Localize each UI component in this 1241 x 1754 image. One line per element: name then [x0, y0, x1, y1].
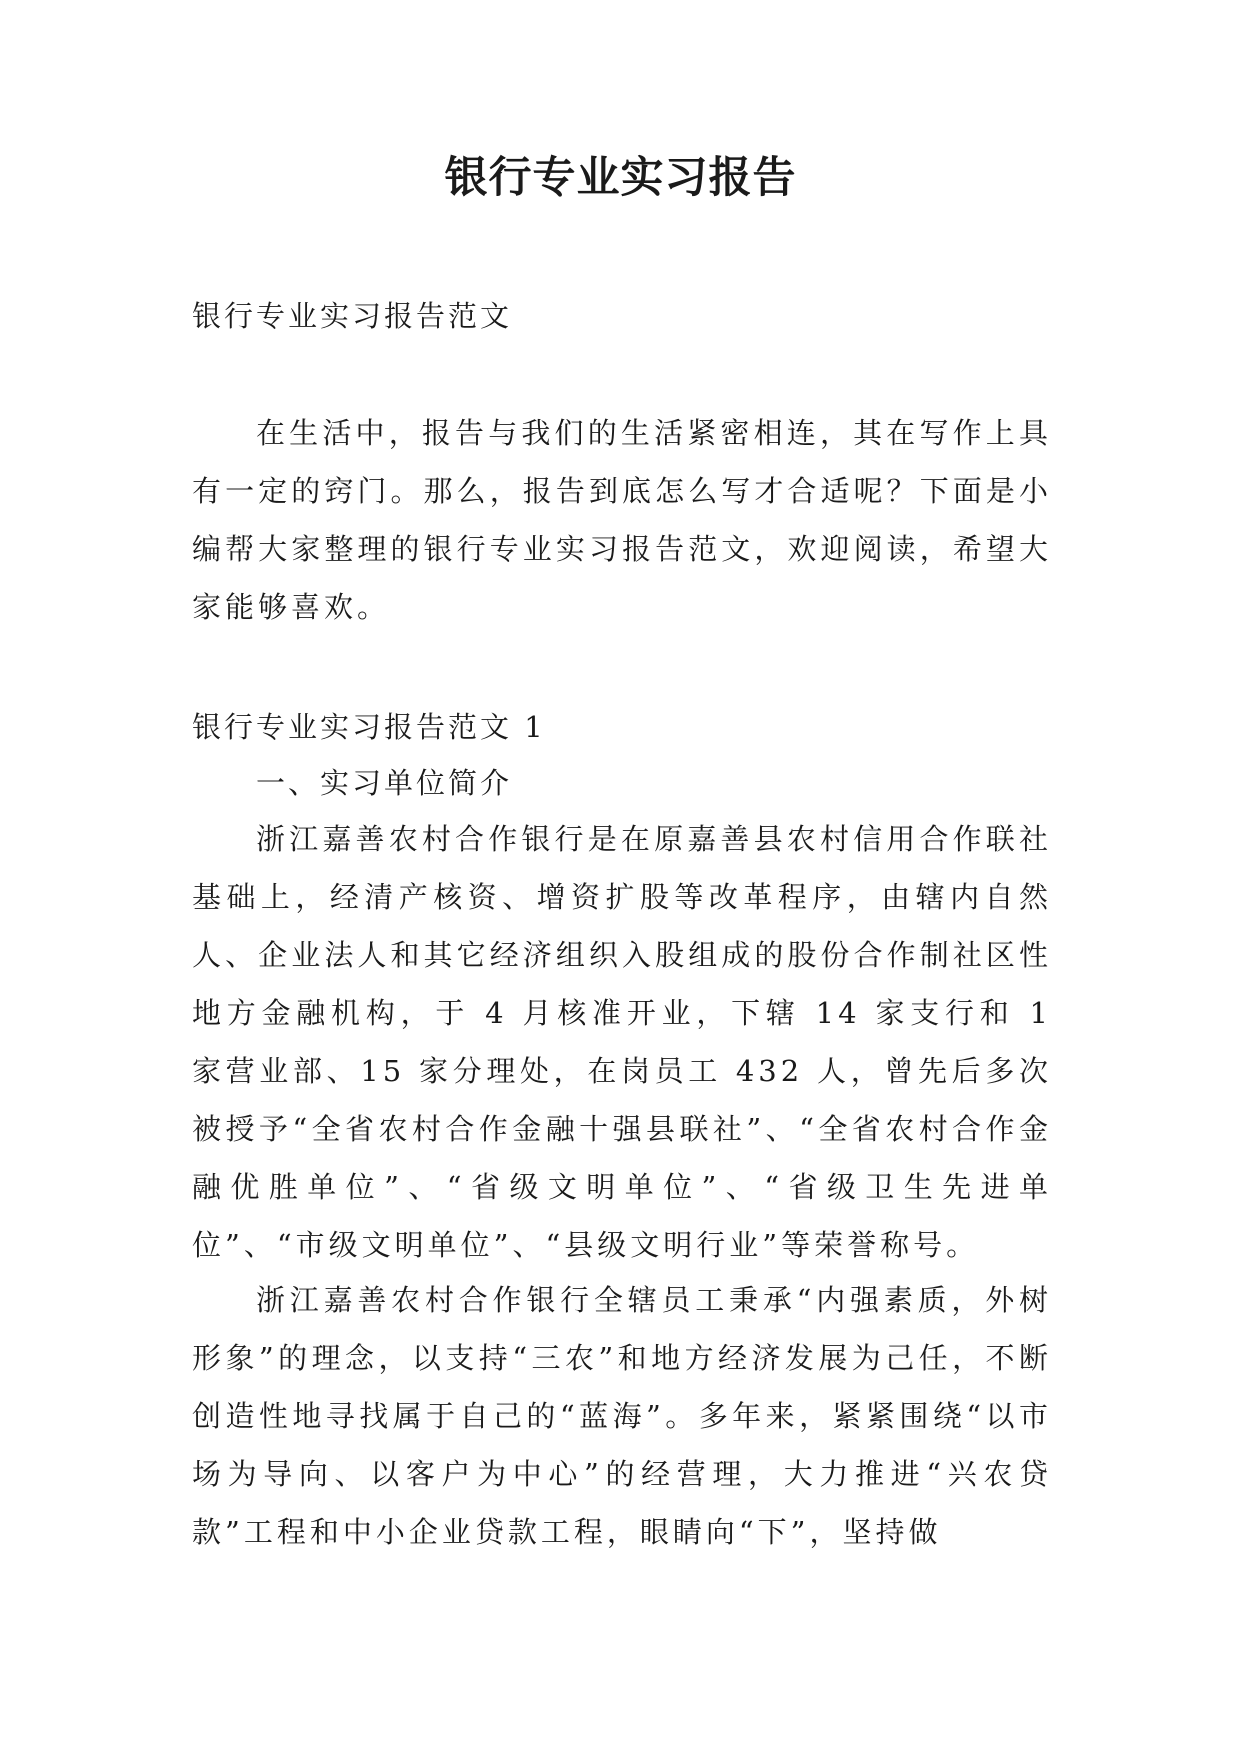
- body-paragraph: 浙江嘉善农村合作银行是在原嘉善县农村信用合作联社基础上，经清产核资、增资扩股等改革程序，由辖内自然人、企业法人和其它经济组织入股组成的股份合作制社区性地方金融机构，于 4 月核准开业，下辖 14 家支行和 1 家营业部、15 家分理处，在岗员工 432 人，曾先后多次被授予“全省农村合作金融十强县联社”、“全省农村合作金融优胜单位”、“省级文明单位”、“省级卫生先进单位”、“市级文明单位”、“县级文明行业”等荣誉称号。: [192, 822, 1052, 1262]
- intro-paragraph: 在生活中，报告与我们的生活紧密相连，其在写作上具有一定的窍门。那么，报告到底怎么写才合适呢？下面是小编帮大家整理的银行专业实习报告范文，欢迎阅读，希望大家能够喜欢。: [192, 416, 1052, 624]
- section-heading: 银行专业实习报告范文 1: [192, 710, 546, 744]
- document-subtitle: 银行专业实习报告范文: [192, 299, 513, 333]
- sub-heading: 一、实习单位简介: [256, 766, 513, 800]
- body-paragraph: 浙江嘉善农村合作银行全辖员工秉承“内强素质，外树形象”的理念，以支持“三农”和地方经济发展为己任，不断创造性地寻找属于自己的“蓝海”。多年来，紧紧围绕“以市场为导向、以客户为中心”的经营理，大力推进“兴农贷款”工程和中小企业贷款工程，眼睛向“下”，坚持做: [192, 1283, 1052, 1549]
- document-title: 银行专业实习报告: [444, 153, 797, 203]
